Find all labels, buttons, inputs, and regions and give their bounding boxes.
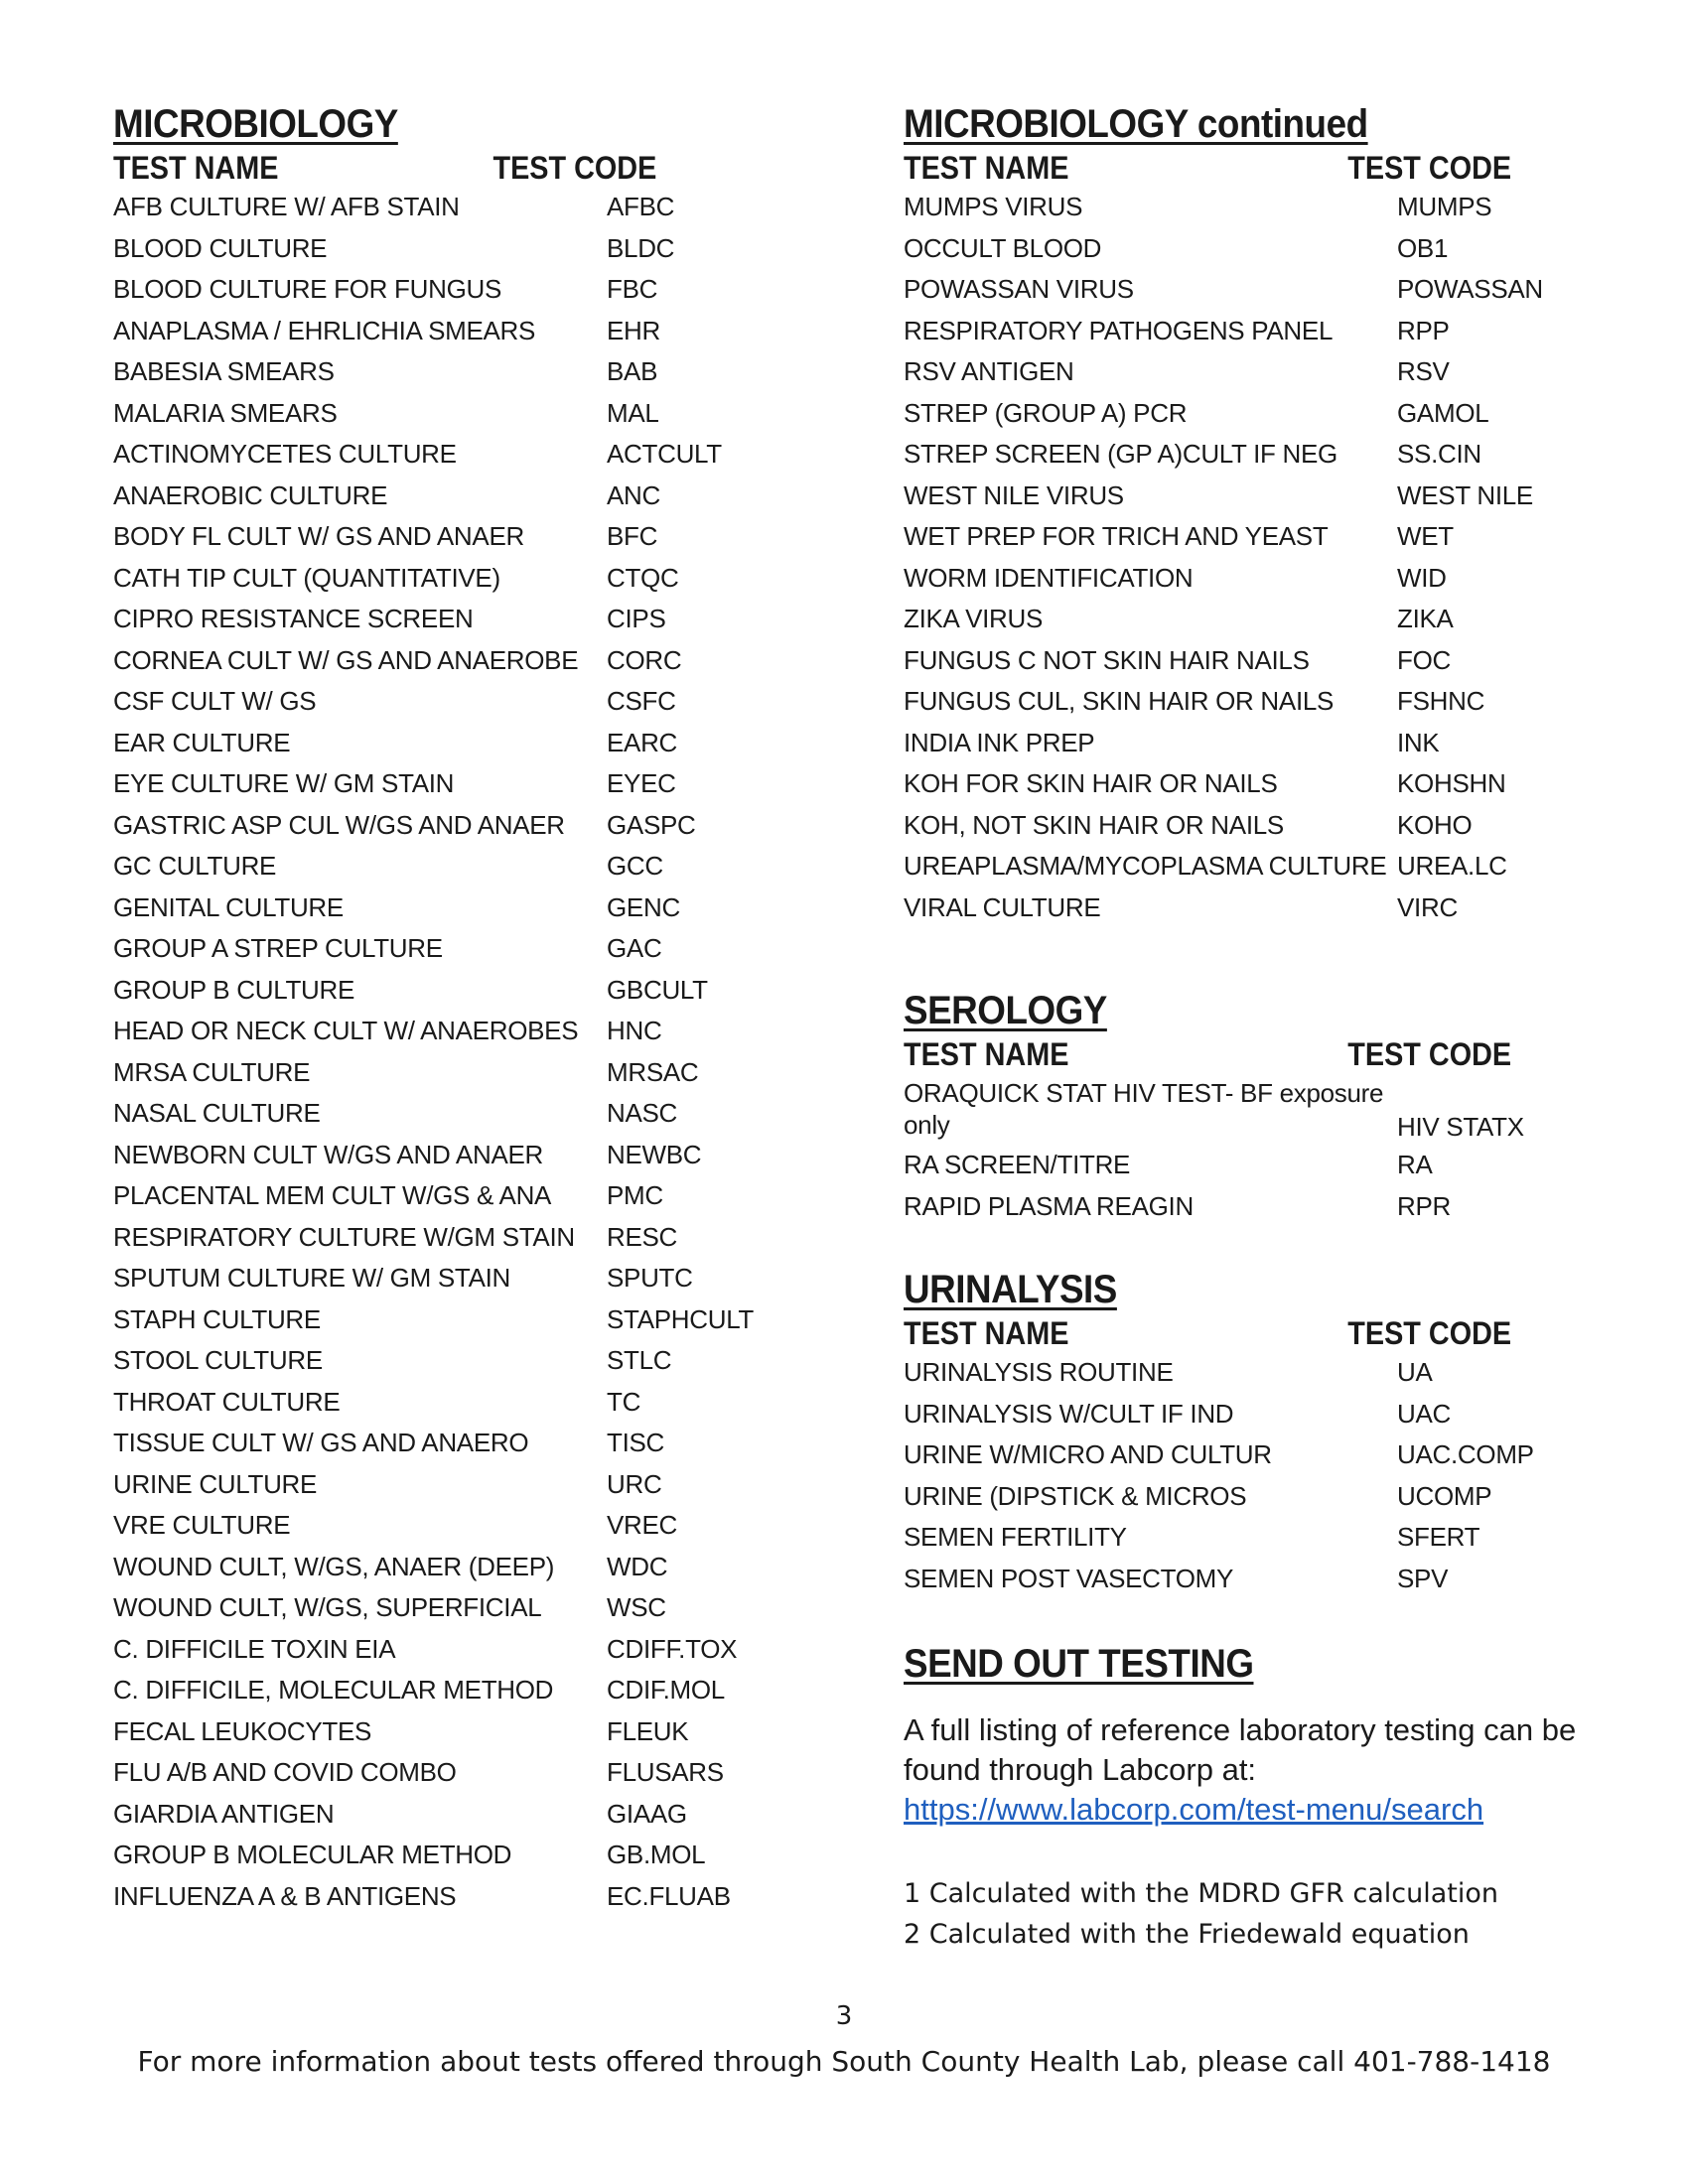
test-name: GC CULTURE xyxy=(113,851,277,881)
test-code: WEST NILE xyxy=(1397,479,1533,510)
test-name-header: TEST NAME xyxy=(904,1315,1069,1351)
test-name: SEMEN POST VASECTOMY xyxy=(904,1563,1234,1593)
test-code: BLDC xyxy=(607,232,675,263)
test-code: MRSAC xyxy=(607,1056,699,1087)
test-code: AFBC xyxy=(607,192,675,221)
test-code: HIV STATX xyxy=(1397,1112,1524,1142)
test-name: CSF CULT W/ GS xyxy=(113,686,317,716)
table-row xyxy=(904,1434,1599,1476)
table-row xyxy=(113,970,788,1012)
test-name: KOH FOR SKIN HAIR OR NAILS xyxy=(904,768,1278,798)
microbiology-continued-header xyxy=(904,149,1529,187)
test-code: CSFC xyxy=(607,686,676,716)
test-name: STAPH CULTURE xyxy=(113,1303,321,1334)
test-code: RPP xyxy=(1397,315,1450,345)
test-code: KOHSHN xyxy=(1397,768,1506,798)
test-name: WEST NILE VIRUS xyxy=(904,479,1124,510)
test-name: FLU A/B AND COVID COMBO xyxy=(113,1757,457,1787)
test-name: OCCULT BLOOD xyxy=(904,232,1102,263)
test-name: STREP SCREEN (GP A)CULT IF NEG xyxy=(904,439,1337,469)
test-name: URINE CULTURE xyxy=(113,1468,318,1499)
test-name: GROUP B CULTURE xyxy=(113,974,355,1005)
table-row xyxy=(904,1186,1599,1228)
test-name: CIPRO RESISTANCE SCREEN xyxy=(113,604,474,633)
test-code: STLC xyxy=(607,1345,672,1375)
test-name: NEWBORN CULT W/GS AND ANAER xyxy=(113,1139,543,1169)
table-row xyxy=(113,1175,788,1217)
table-row xyxy=(113,1093,788,1135)
test-name: INDIA INK PREP xyxy=(904,727,1095,757)
test-name: UREAPLASMA/MYCOPLASMA CULTURE xyxy=(904,851,1387,881)
test-code: FLUSARS xyxy=(607,1757,724,1787)
test-code: STAPHCULT xyxy=(607,1303,755,1334)
test-code: NASC xyxy=(607,1098,678,1128)
test-code: RESC xyxy=(607,1221,678,1252)
table-row xyxy=(113,1340,788,1382)
table-row xyxy=(904,723,1599,764)
table-row xyxy=(904,1559,1599,1600)
table-row xyxy=(113,558,788,600)
right-column xyxy=(904,99,1599,1955)
table-row xyxy=(113,681,788,723)
urinalysis-section xyxy=(904,1265,1599,1599)
microbiology-continued-table xyxy=(904,187,1599,928)
table-row xyxy=(904,681,1599,723)
test-code: EHR xyxy=(607,315,660,345)
serology-table xyxy=(904,1073,1599,1227)
test-name: NASAL CULTURE xyxy=(113,1098,321,1128)
table-row xyxy=(113,1464,788,1506)
urinalysis-table xyxy=(904,1352,1599,1599)
test-name: C. DIFFICILE TOXIN EIA xyxy=(113,1633,396,1664)
table-row xyxy=(113,1299,788,1341)
test-name: WET PREP FOR TRICH AND YEAST xyxy=(904,521,1329,551)
test-code: ZIKA xyxy=(1397,604,1454,633)
send-out-title: SEND OUT TESTING xyxy=(904,1642,1254,1686)
table-row xyxy=(113,516,788,558)
table-row xyxy=(904,1476,1599,1518)
table-row xyxy=(904,393,1599,435)
test-name: EAR CULTURE xyxy=(113,727,291,757)
test-code: UA xyxy=(1397,1357,1433,1387)
test-code-header: TEST CODE xyxy=(492,150,657,186)
test-code: TC xyxy=(607,1386,641,1417)
table-row xyxy=(904,846,1599,887)
table-row xyxy=(904,269,1599,311)
test-code: WET xyxy=(1397,521,1454,551)
table-row xyxy=(113,599,788,640)
test-name: HEAD OR NECK CULT W/ ANAEROBES xyxy=(113,1016,579,1045)
test-code: SPUTC xyxy=(607,1263,693,1293)
table-row xyxy=(113,1382,788,1424)
test-code: VREC xyxy=(607,1510,678,1540)
table-row xyxy=(113,1423,788,1464)
test-code: FBC xyxy=(607,274,658,304)
table-row xyxy=(904,228,1599,270)
test-name: URINE (DIPSTICK & MICROS xyxy=(904,1480,1247,1511)
test-code: ACTCULT xyxy=(607,439,722,469)
table-row xyxy=(113,887,788,929)
test-name: ORAQUICK STAT HIV TEST- BF exposure only xyxy=(904,1078,1384,1140)
serology-title: SEROLOGY xyxy=(904,989,1107,1032)
test-code-header: TEST CODE xyxy=(1347,150,1512,186)
table-row xyxy=(904,558,1599,600)
table-row xyxy=(113,1011,788,1052)
test-code-header: TEST CODE xyxy=(1347,1036,1512,1072)
left-column xyxy=(113,99,788,1917)
test-name: RA SCREEN/TITRE xyxy=(904,1150,1131,1179)
table-row xyxy=(904,187,1599,228)
test-name: WOUND CULT, W/GS, SUPERFICIAL xyxy=(113,1592,542,1622)
test-code: UAC xyxy=(1397,1398,1451,1429)
test-name: ZIKA VIRUS xyxy=(904,604,1044,633)
table-row xyxy=(113,1670,788,1711)
test-code: PMC xyxy=(607,1180,663,1210)
test-name: VIRAL CULTURE xyxy=(904,891,1101,922)
test-code: WID xyxy=(1397,562,1447,593)
test-name: ACTINOMYCETES CULTURE xyxy=(113,439,457,469)
test-name: FECAL LEUKOCYTES xyxy=(113,1715,372,1746)
test-code: EYEC xyxy=(607,768,676,798)
send-out-section xyxy=(904,1639,1599,1955)
test-code: RA xyxy=(1397,1150,1433,1179)
test-code: CDIF.MOL xyxy=(607,1675,725,1705)
test-name: THROAT CULTURE xyxy=(113,1386,341,1417)
table-row xyxy=(113,928,788,970)
test-name: C. DIFFICILE, MOLECULAR METHOD xyxy=(113,1675,554,1705)
test-code: RPR xyxy=(1397,1190,1451,1221)
page-number: 3 xyxy=(835,2001,853,2031)
microbiology-header xyxy=(113,149,721,187)
table-row xyxy=(113,1135,788,1176)
test-name: INFLUENZA A & B ANTIGENS xyxy=(113,1880,457,1911)
table-row xyxy=(904,1145,1599,1186)
test-code: CTQC xyxy=(607,562,679,593)
table-row xyxy=(113,1629,788,1671)
test-name-header: TEST NAME xyxy=(113,150,279,186)
table-row xyxy=(904,763,1599,805)
test-name: SPUTUM CULTURE W/ GM STAIN xyxy=(113,1263,511,1293)
test-code: SPV xyxy=(1397,1563,1449,1593)
test-code: URC xyxy=(607,1468,662,1499)
microbiology-continued-title: MICROBIOLOGY continued xyxy=(904,102,1368,146)
table-row xyxy=(904,476,1599,517)
test-code: EARC xyxy=(607,727,678,757)
table-row xyxy=(113,1794,788,1836)
test-code: MUMPS xyxy=(1397,192,1492,221)
test-code: WSC xyxy=(607,1592,666,1622)
table-row xyxy=(113,393,788,435)
test-name: GASTRIC ASP CUL W/GS AND ANAER xyxy=(113,809,565,840)
footnotes xyxy=(904,1873,1599,1955)
test-name: MUMPS VIRUS xyxy=(904,192,1083,221)
send-out-description: A full listing of reference laboratory testing can be found through Labcorp at: xyxy=(904,1712,1577,1787)
test-name: TISSUE CULT W/ GS AND ANAERO xyxy=(113,1428,529,1457)
test-code: UAC.COMP xyxy=(1397,1439,1534,1469)
table-row xyxy=(904,1394,1599,1435)
test-code: UREA.LC xyxy=(1397,851,1507,881)
test-code: TISC xyxy=(607,1428,665,1457)
test-code: GASPC xyxy=(607,809,696,840)
test-name: PLACENTAL MEM CULT W/GS & ANA xyxy=(113,1180,552,1210)
test-name: WOUND CULT, W/GS, ANAER (DEEP) xyxy=(113,1551,555,1581)
table-row xyxy=(904,805,1599,847)
footnote-1: 1 Calculated with the MDRD GFR calculation xyxy=(904,1878,1498,1909)
test-code: BAB xyxy=(607,356,658,386)
table-row xyxy=(904,640,1599,682)
test-name: FUNGUS CUL, SKIN HAIR OR NAILS xyxy=(904,686,1335,716)
test-code: MAL xyxy=(607,397,659,428)
table-row xyxy=(113,1052,788,1094)
table-row xyxy=(113,805,788,847)
footer-text: For more information about tests offered through South County Health Lab, please call 401-788-1418 xyxy=(137,2045,1551,2078)
test-name: STOOL CULTURE xyxy=(113,1345,323,1375)
test-name: WORM IDENTIFICATION xyxy=(904,562,1194,593)
test-code: ANC xyxy=(607,479,660,510)
table-row xyxy=(904,887,1599,929)
microbiology-continued-section xyxy=(904,99,1599,928)
table-row xyxy=(113,1217,788,1259)
test-code: VIRC xyxy=(1397,891,1458,922)
test-name: MRSA CULTURE xyxy=(113,1056,311,1087)
table-row xyxy=(113,1505,788,1547)
test-code: GENC xyxy=(607,891,680,922)
table-row xyxy=(113,311,788,352)
test-name: FUNGUS C NOT SKIN HAIR NAILS xyxy=(904,644,1310,675)
microbiology-table xyxy=(113,187,788,1917)
test-name: STREP (GROUP A) PCR xyxy=(904,397,1188,428)
table-row xyxy=(904,311,1599,352)
test-code-header: TEST CODE xyxy=(1347,1315,1512,1351)
table-row xyxy=(113,723,788,764)
test-code: HNC xyxy=(607,1016,662,1045)
test-name: BLOOD CULTURE xyxy=(113,232,328,263)
footnote-2: 2 Calculated with the Friedewald equation xyxy=(904,1919,1470,1950)
test-code: INK xyxy=(1397,727,1440,757)
test-name: BABESIA SMEARS xyxy=(113,356,335,386)
test-name: ANAPLASMA / EHRLICHIA SMEARS xyxy=(113,315,536,345)
labcorp-link[interactable]: https://www.labcorp.com/test-menu/search xyxy=(904,1792,1484,1827)
microbiology-title: MICROBIOLOGY xyxy=(113,102,398,146)
table-row xyxy=(904,1352,1599,1394)
serology-header xyxy=(904,1035,1529,1073)
table-row xyxy=(904,1073,1599,1145)
test-name: EYE CULTURE W/ GM STAIN xyxy=(113,768,455,798)
test-name: RSV ANTIGEN xyxy=(904,356,1074,386)
test-name: SEMEN FERTILITY xyxy=(904,1522,1127,1552)
test-name: RAPID PLASMA REAGIN xyxy=(904,1190,1194,1221)
table-row xyxy=(113,640,788,682)
test-code: SFERT xyxy=(1397,1522,1480,1552)
test-code: FSHNC xyxy=(1397,686,1485,716)
test-name: GIARDIA ANTIGEN xyxy=(113,1798,335,1829)
table-row xyxy=(113,1547,788,1588)
test-code: CDIFF.TOX xyxy=(607,1633,738,1664)
test-name: CORNEA CULT W/ GS AND ANAEROBE xyxy=(113,644,579,675)
test-code: FOC xyxy=(1397,644,1451,675)
test-code: WDC xyxy=(607,1551,668,1581)
table-row xyxy=(904,1517,1599,1559)
table-row xyxy=(113,476,788,517)
test-code: BFC xyxy=(607,521,658,551)
test-name: BODY FL CULT W/ GS AND ANAER xyxy=(113,521,524,551)
table-row xyxy=(113,228,788,270)
test-code: GAC xyxy=(607,933,662,963)
table-row xyxy=(904,351,1599,393)
table-row xyxy=(113,434,788,476)
test-name: GENITAL CULTURE xyxy=(113,891,344,922)
test-name: AFB CULTURE W/ AFB STAIN xyxy=(113,192,460,221)
test-name: URINE W/MICRO AND CULTUR xyxy=(904,1439,1272,1469)
table-row xyxy=(113,351,788,393)
test-name: ANAEROBIC CULTURE xyxy=(113,479,388,510)
table-row xyxy=(113,1835,788,1876)
test-name: MALARIA SMEARS xyxy=(113,397,338,428)
table-row xyxy=(113,1876,788,1918)
table-row xyxy=(904,434,1599,476)
table-row xyxy=(113,763,788,805)
test-code: KOHO xyxy=(1397,809,1473,840)
test-name: CATH TIP CULT (QUANTITATIVE) xyxy=(113,562,500,593)
test-name: POWASSAN VIRUS xyxy=(904,274,1134,304)
table-row xyxy=(113,846,788,887)
test-name: URINALYSIS W/CULT IF IND xyxy=(904,1398,1234,1429)
test-code: POWASSAN xyxy=(1397,274,1543,304)
table-row xyxy=(113,269,788,311)
test-code: SS.CIN xyxy=(1397,439,1481,469)
test-code: GBCULT xyxy=(607,974,708,1005)
test-code: RSV xyxy=(1397,356,1450,386)
table-row xyxy=(904,599,1599,640)
test-code: OB1 xyxy=(1397,232,1449,263)
test-name-header: TEST NAME xyxy=(904,150,1069,186)
urinalysis-header xyxy=(904,1314,1529,1352)
test-name: RESPIRATORY PATHOGENS PANEL xyxy=(904,315,1334,345)
serology-section xyxy=(904,986,1599,1227)
test-code: GAMOL xyxy=(1397,397,1489,428)
test-name: GROUP B MOLECULAR METHOD xyxy=(113,1840,512,1869)
test-code: NEWBC xyxy=(607,1139,702,1169)
test-code: GB.MOL xyxy=(607,1840,706,1869)
test-code: FLEUK xyxy=(607,1715,689,1746)
table-row xyxy=(113,1587,788,1629)
test-code: EC.FLUAB xyxy=(607,1880,731,1911)
urinalysis-title: URINALYSIS xyxy=(904,1268,1117,1311)
test-code: GIAAG xyxy=(607,1798,687,1829)
test-name: KOH, NOT SKIN HAIR OR NAILS xyxy=(904,809,1284,840)
test-name: GROUP A STREP CULTURE xyxy=(113,933,443,963)
test-name: RESPIRATORY CULTURE W/GM STAIN xyxy=(113,1221,575,1252)
table-row xyxy=(113,187,788,228)
test-code: UCOMP xyxy=(1397,1480,1492,1511)
test-name: BLOOD CULTURE FOR FUNGUS xyxy=(113,274,502,304)
table-row xyxy=(113,1752,788,1794)
test-code: GCC xyxy=(607,851,663,881)
test-code: CIPS xyxy=(607,604,666,633)
table-row xyxy=(113,1711,788,1753)
test-name: URINALYSIS ROUTINE xyxy=(904,1357,1174,1387)
table-row xyxy=(904,516,1599,558)
test-name: VRE CULTURE xyxy=(113,1510,291,1540)
test-name-header: TEST NAME xyxy=(904,1036,1069,1072)
test-code: CORC xyxy=(607,644,682,675)
table-row xyxy=(113,1258,788,1299)
